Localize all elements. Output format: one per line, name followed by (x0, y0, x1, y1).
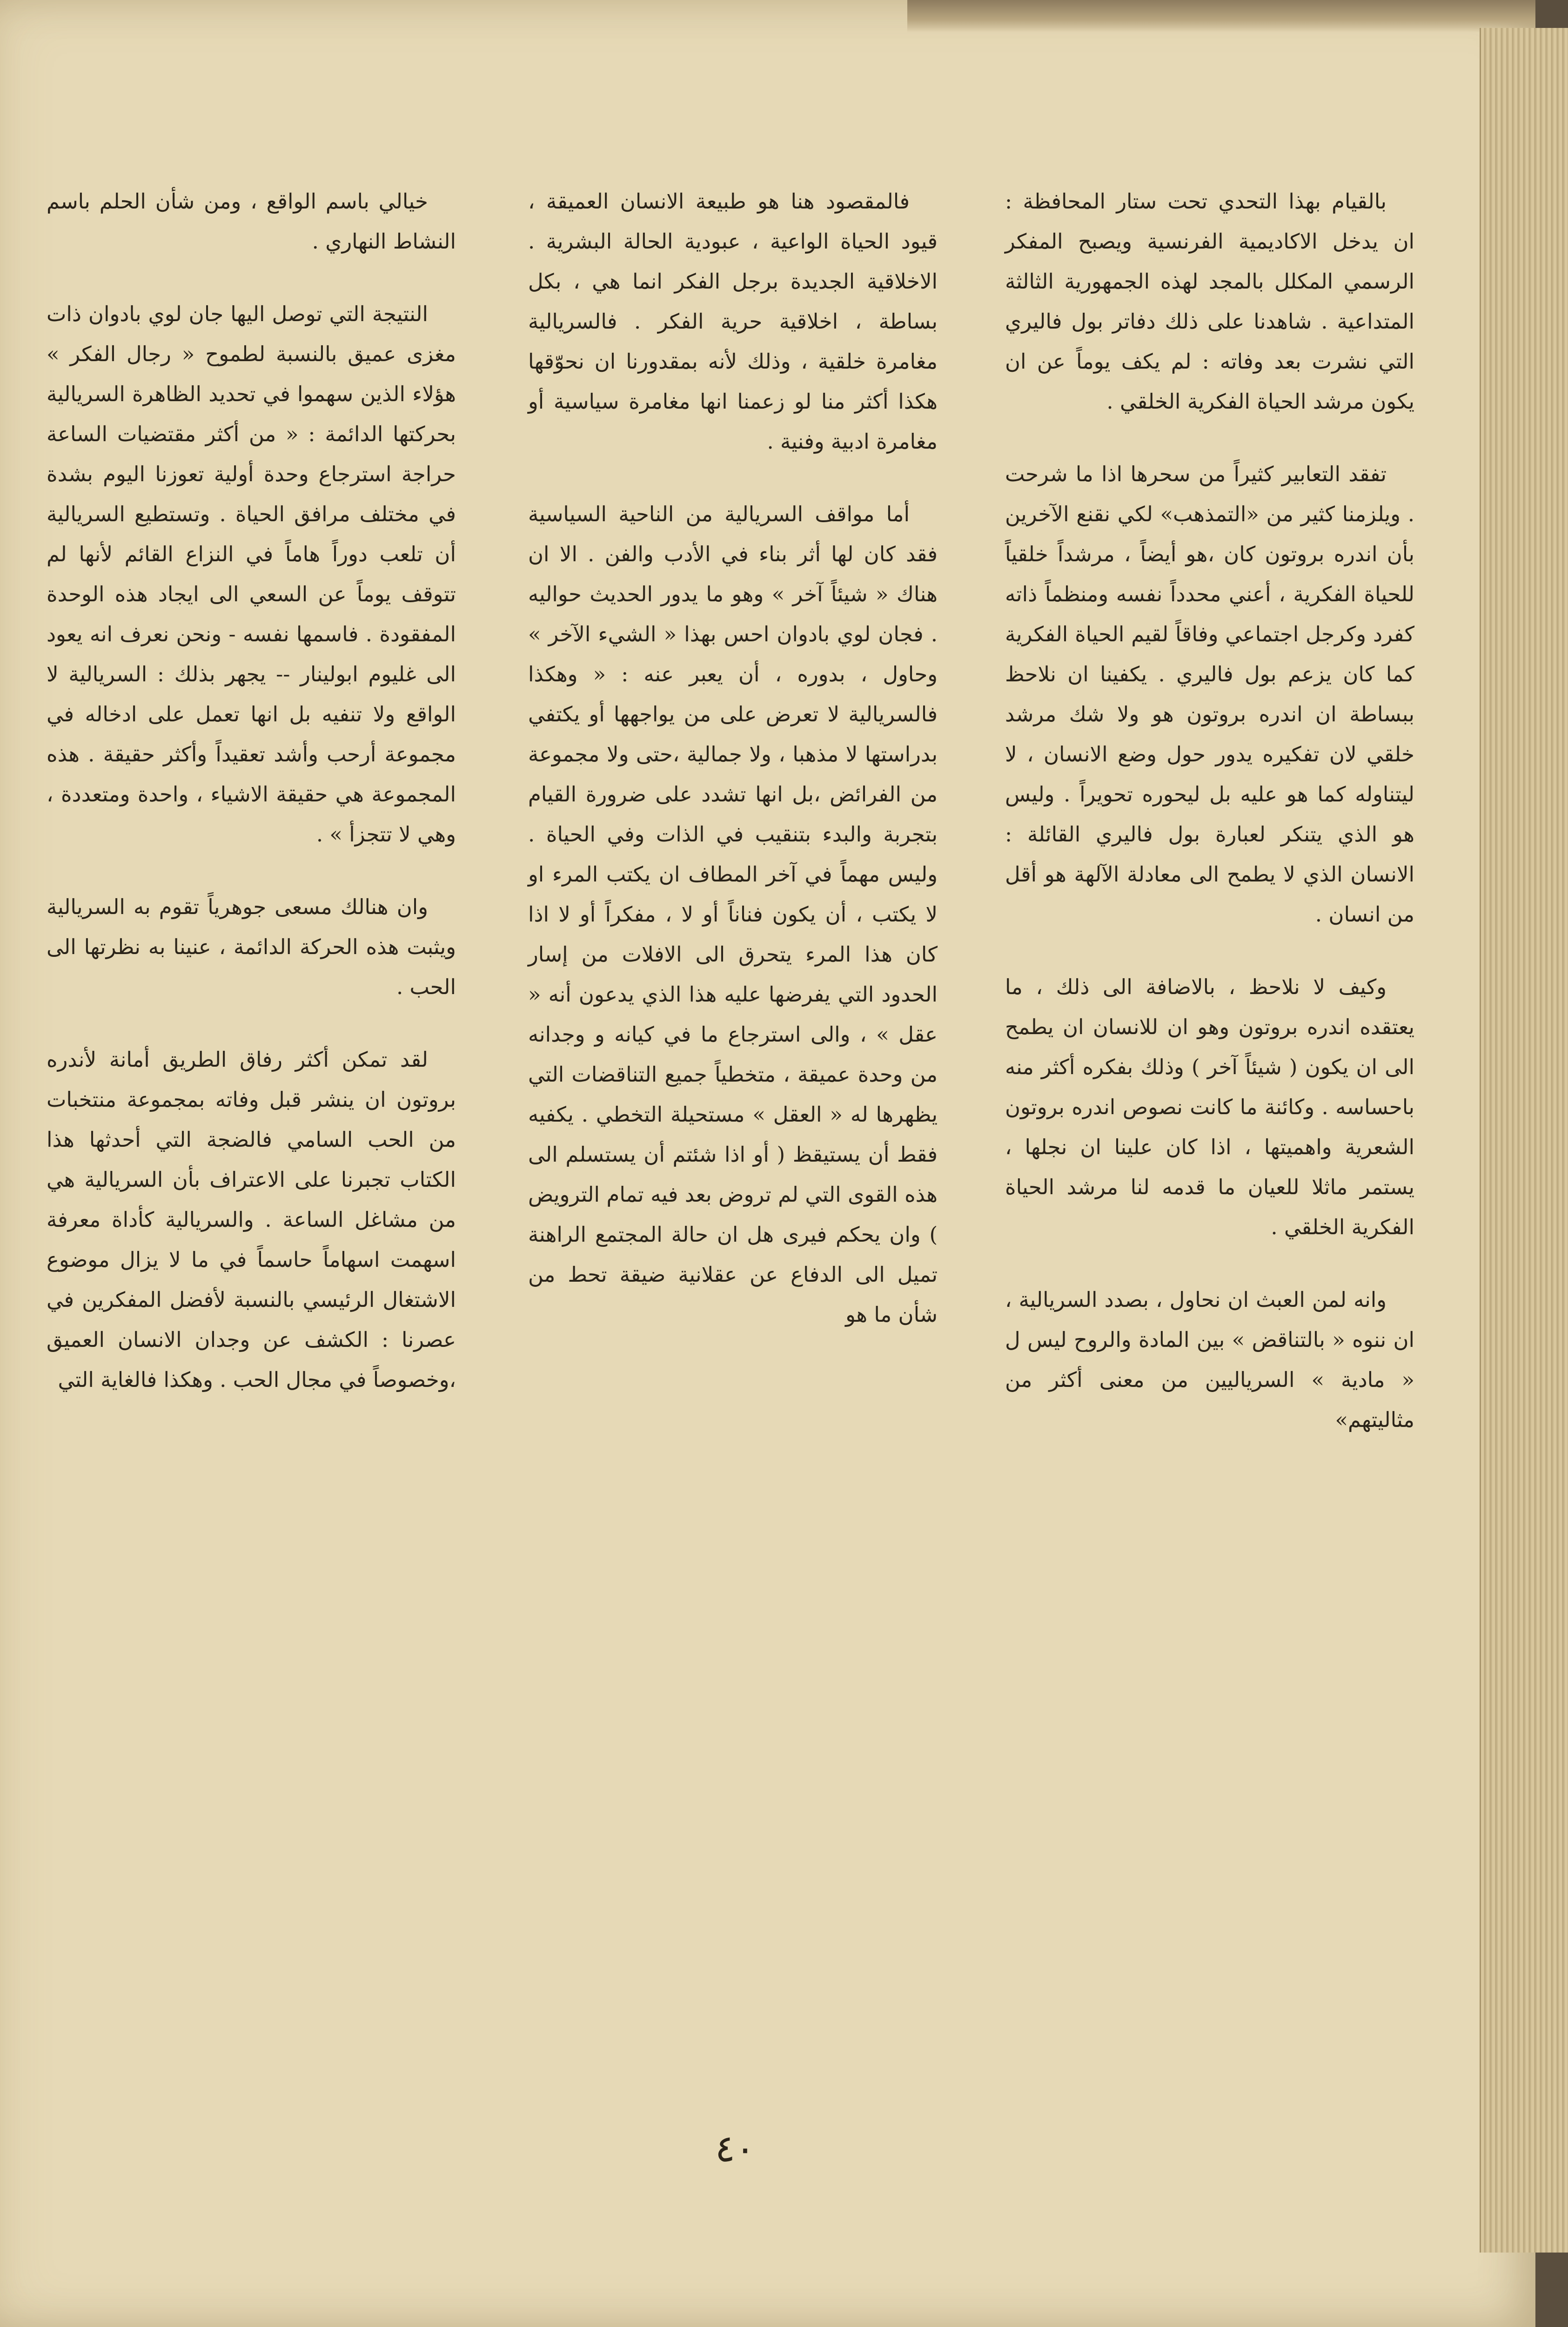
paragraph: وان هنالك مسعى جوهرياً تقوم به السريالية ويثبت هذه الحركة الدائمة ، عنينا به نظرتها الى الحب . (47, 894, 456, 999)
paragraph: أما مواقف السريالية من الناحية السياسية فقد كان لها أثر بناء في الأدب والفن . الا ان هناك « شيئاً آخر » وهو ما يدور الحديث حواليه . فجان لوي بادوان احس بهذا « الشيء الآخر » وحاول ، بدوره ، أن يعبر عنه : « وهكذا فالسريالية لا تعرض على من يواجهها أو يكتفي بدراستها لا مذهبا ، ولا جمالية ،حتى ولا مجموعة من الفرائض ،بل انها تشدد على ضرورة القيام بتجربة والبدء بتنقيب في الذات وفي الحياة . وليس مهماً في آخر المطاف ان يكتب المرء او لا يكتب ، أن يكون فناناً أو لا ، مفكراً أو لا اذا كان هذا المرء يتحرق الى الافلات من إسار الحدود التي يفرضها عليه هذا الذي يدعون أنه « عقل » ، والى استرجاع ما في كيانه و وجدانه من وحدة عميقة ، متخطياً جميع التناقضات التي يظهرها له « العقل » مستحيلة التخطي . يكفيه فقط أن يستيقظ ( أو اذا شئتم أن يستسلم الى هذه القوى التي لم تروض بعد فيه تمام الترويض ) وان يحكم فيرى هل ان حالة المجتمع الراهنة تميل الى الدفاع عن عقلانية ضيقة تحط من شأن ما هو (528, 502, 938, 1327)
paragraph: تفقد التعابير كثيراً من سحرها اذا ما شرحت . ويلزمنا كثير من «التمذهب» لكي نقنع الآخرين بأن اندره بروتون كان ،هو أيضاً ، مرشداً خلقياً للحياة الفكرية ، أعني محدداً نفسه ومنظماً ذاته كفرد وكرجل اجتماعي وفاقاً لقيم الحياة الفكرية كما كان يزعم بول فاليري . يكفينا ان نلاحظ ببساطة ان اندره بروتون هو ولا شك مرشد خلقي لان تفكيره يدور حول وضع الانسان ، لا ليتناوله كما هو عليه بل ليحوره تحويراً . وليس هو الذي يتنكر لعبارة بول فاليري القائلة : الانسان الذي لا يطمح الى معادلة الآلهة هو أقل من انسان . (1005, 462, 1414, 927)
page-number: ٤٠ (715, 2127, 755, 2170)
paragraph: فالمقصود هنا هو طبيعة الانسان العميقة ، قيود الحياة الواعية ، عبودية الحالة البشرية . الاخلاقية الجديدة برجل الفكر انما هي ، بكل بساطة ، اخلاقية حرية الفكر . فالسريالية مغامرة خلقية ، وذلك لأنه بمقدورنا ان نحوّقها هكذا أكثر منا لو زعمنا انها مغامرة سياسية أو مغامرة ادبية وفنية . (528, 189, 938, 454)
torn-top-edge (907, 0, 1535, 33)
text-column-left (47, 182, 456, 1433)
paragraph: لقد تمكن أكثر رفاق الطريق أمانة لأندره بروتون ان ينشر قبل وفاته بمجموعة منتخبات من الحب السامي فالضجة التي أحدثها هذا الكتاب تجبرنا على الاعتراف بأن السريالية هي من مشاغل الساعة . والسريالية كأداة معرفة اسهمت اسهاماً حاسماً في ما لا يزال موضوع الاشتغال الرئيسي بالنسبة لأفضل المفكرين في عصرنا : الكشف عن وجدان الانسان العميق ،وخصوصاً في مجال الحب . وهكذا فالغاية التي (47, 1047, 456, 1392)
paragraph: بالقيام بهذا التحدي تحت ستار المحافظة : ان يدخل الاكاديمية الفرنسية ويصبح المفكر الرسمي المكلل بالمجد لهذه الجمهورية الثالثة المتداعية . شاهدنا على ذلك دفاتر بول فاليري التي نشرت بعد وفاته : لم يكف يوماً عن ان يكون مرشد الحياة الفكرية الخلقي . (1005, 189, 1414, 414)
text-column-middle (528, 182, 938, 1367)
paragraph: خيالي باسم الواقع ، ومن شأن الحلم باسم النشاط النهاري . (47, 189, 456, 254)
paragraph: وانه لمن العبث ان نحاول ، بصدد السريالية ، ان ننوه « بالتناقض » بين المادة والروح ليس ل « مادية » السرياليين من معنى أكثر من مثاليتهم» (1005, 1287, 1414, 1432)
page-stack-edge (1480, 28, 1568, 2253)
text-column-right (1005, 182, 1414, 1473)
paragraph: النتيجة التي توصل اليها جان لوي بادوان ذات مغزى عميق بالنسبة لطموح « رجال الفكر » هؤلاء الذين سهموا في تحديد الظاهرة السريالية بحركتها الدائمة : « من أكثر مقتضيات الساعة حراجة استرجاع وحدة أولية تعوزنا اليوم بشدة في مختلف مرافق الحياة . وتستطيع السريالية أن تلعب دوراً هاماً في النزاع القائم لأنها لم تتوقف يوماً عن السعي الى ايجاد هذه الوحدة المفقودة . فاسمها نفسه - ونحن نعرف انه يعود الى غليوم ابولينار -- يجهر بذلك : السريالية لا الواقع ولا تنفيه بل انها تعمل على ادخاله في مجموعة أرحب وأشد تعقيداً وأكثر حقيقة . هذه المجموعة هي حقيقة الاشياء ، واحدة ومتعددة ، وهي لا تتجزأ » . (47, 302, 456, 847)
paragraph: وكيف لا نلاحظ ، بالاضافة الى ذلك ، ما يعتقده اندره بروتون وهو ان للانسان ان يطمح الى ان يكون ( شيئاً آخر ) وذلك بفكره أكثر منه باحساسه . وكائنة ما كانت نصوص اندره بروتون الشعرية واهميتها ، اذا كان علينا ان نجلها ، يستمر ماثلا للعيان ما قدمه لنا مرشد الحياة الفكرية الخلقي . (1005, 975, 1414, 1239)
